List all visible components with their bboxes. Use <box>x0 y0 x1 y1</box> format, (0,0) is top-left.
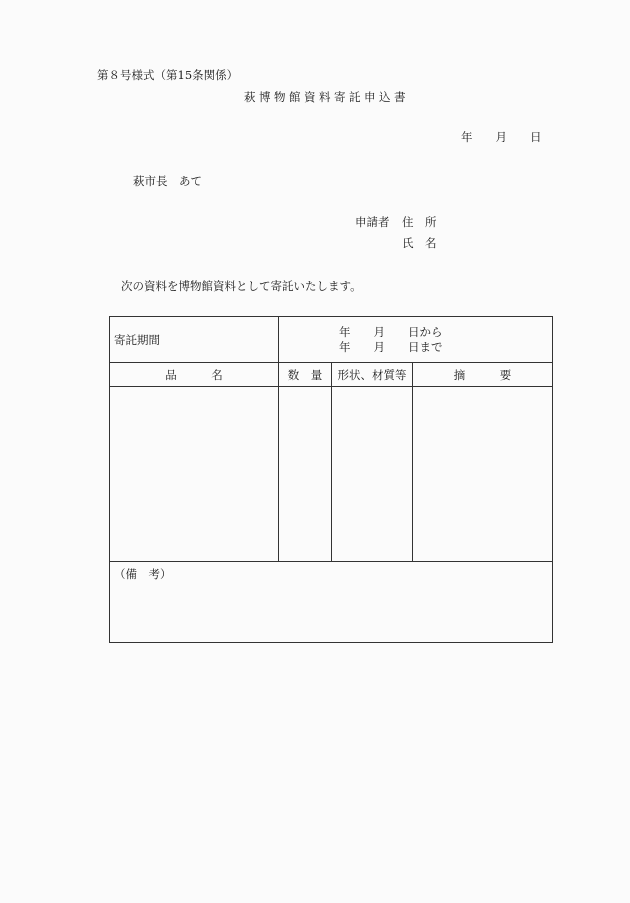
period-row <box>110 317 553 363</box>
period-from: 年 月 日から <box>339 324 443 339</box>
form-number: 第８号様式（第15条関係） <box>97 68 239 82</box>
date-line: 年 月 日 <box>461 130 542 144</box>
header-shape-material: 形状、材質等 <box>332 363 413 387</box>
header-summary: 摘 要 <box>413 363 553 387</box>
body-text: 次の資料を博物館資料として寄託いたします。 <box>121 279 362 293</box>
address-label: 住 所 <box>402 215 437 229</box>
deposit-table <box>109 316 553 643</box>
period-label: 寄託期間 <box>110 317 279 363</box>
header-row <box>110 363 553 387</box>
period-to: 年 月 日まで <box>339 339 443 354</box>
notes-cell[interactable] <box>110 562 553 643</box>
quantity-cell[interactable] <box>279 387 332 562</box>
page-title: 萩博物館資料寄託申込書 <box>244 90 409 104</box>
header-item-name: 品 名 <box>110 363 279 387</box>
applicant-label: 申請者 <box>355 215 390 229</box>
name-label: 氏 名 <box>402 236 437 250</box>
notes-row <box>110 562 553 643</box>
entry-row <box>110 387 553 562</box>
notes-label: （備 考） <box>114 567 172 581</box>
period-values <box>279 317 553 363</box>
header-quantity: 数 量 <box>279 363 332 387</box>
item-name-cell[interactable] <box>110 387 279 562</box>
addressee: 萩市長 あて <box>133 174 202 188</box>
shape-material-cell[interactable] <box>332 387 413 562</box>
summary-cell[interactable] <box>413 387 553 562</box>
